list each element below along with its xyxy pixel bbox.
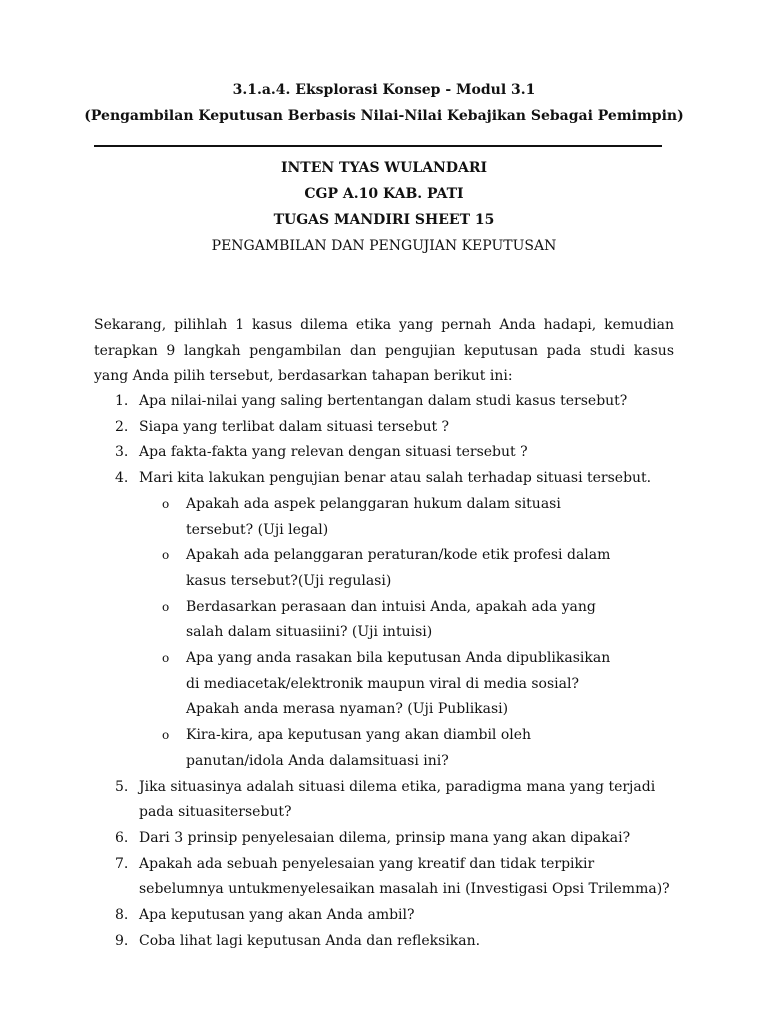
sublist-item-text: Apakah ada aspek pelanggaran hukum dalam situasi tersebut? (Uji legal): [186, 495, 561, 538]
list-item: [94, 929, 674, 955]
list-item-text: Apa nilai-nilai yang saling bertentangan dalam studi kasus tersebut?: [139, 393, 628, 409]
document-title: 3.1.a.4. Eksplorasi Konsep - Modul 3.1: [232, 82, 536, 98]
list-item: [94, 775, 674, 826]
author-group: CGP A.10 KAB. PATI: [304, 186, 464, 202]
sublist-item-text: Kira-kira, apa keputusan yang akan diambil oleh panutan/idola Anda dalamsituasi ini?: [186, 727, 532, 769]
task-title: TUGAS MANDIRI SHEET 15: [273, 212, 495, 228]
sublist-item: [94, 723, 674, 774]
list-item-text: Apa keputusan yang akan Anda ambil?: [139, 907, 415, 924]
list-item-text: Siapa yang terlibat dalam situasi tersebut ?: [139, 418, 450, 435]
list-number: 4.: [115, 470, 129, 487]
list-item-text: Dari 3 prinsip penyelesaian dilema, prinsip mana yang akan dipakai?: [139, 829, 631, 846]
list-number: 9.: [115, 932, 129, 949]
list-item: [94, 903, 674, 929]
list-number: 6.: [115, 829, 129, 846]
list-item-text: Apakah ada sebuah penyelesaian yang kreatif dan tidak terpikir sebelumnya untukmenyelesaikan masalah ini (Investigasi Opsi Trilemma)?: [139, 855, 670, 898]
list-item-text: Jika situasinya adalah situasi dilema etika, paradigma mana yang terjadi pada situasitersebut?: [139, 778, 656, 821]
sublist-item: [94, 492, 674, 543]
list-item-text: Mari kita lakukan pengujian benar atau salah terhadap situasi tersebut.: [139, 470, 652, 487]
list-number: 1.: [115, 393, 129, 409]
sublist-item: [94, 595, 674, 646]
sublist-item: [94, 543, 674, 594]
list-item-text: Apa fakta-fakta yang relevan dengan situasi tersebut ?: [139, 444, 528, 461]
bullet-icon: o: [162, 496, 170, 511]
sublist-item-text: Apakah ada pelanggaran peraturan/kode etik profesi dalam kasus tersebut?(Uji regulasi): [186, 547, 611, 589]
list-number: 7.: [115, 855, 129, 872]
bullet-icon: o: [162, 599, 170, 614]
list-item: [94, 826, 674, 852]
tests-sublist: [139, 492, 674, 775]
document-subtitle: (Pengambilan Keputusan Berbasis Nilai-Nilai Kebajikan Sebagai Pemimpin): [84, 108, 684, 124]
list-number: 8.: [115, 907, 129, 924]
list-item: [94, 440, 674, 466]
author-name: INTEN TYAS WULANDARI: [280, 160, 488, 176]
steps-list: [94, 389, 674, 954]
intro-paragraph: Sekarang, pilihlah 1 kasus dilema etika yang pernah Anda hadapi, kemudian terapkan 9 langkah pengambilan dan pengujian keputusan pada studi kasus yang Anda pilih tersebut, berdasarkan tahapan berikut ini:: [94, 317, 674, 384]
bullet-icon: o: [162, 548, 170, 563]
horizontal-rule: [94, 145, 662, 147]
list-number: 5.: [115, 778, 129, 795]
list-item: [94, 852, 674, 903]
sublist-item-text: Apa yang anda rasakan bila keputusan Anda dipublikasikan di mediacetak/elektronik maupun viral di media sosial? Apakah anda merasa nyaman? (Uji Publikasi): [186, 650, 611, 718]
bullet-icon: o: [162, 651, 170, 666]
list-item: [94, 415, 674, 441]
list-number: 2.: [115, 418, 129, 435]
bullet-icon: o: [162, 728, 170, 743]
sublist-item: [94, 646, 674, 723]
sublist-item-text: Berdasarkan perasaan dan intuisi Anda, apakah ada yang salah dalam situasiini? (Uji intuisi): [186, 598, 596, 641]
list-item-text: Coba lihat lagi keputusan Anda dan refleksikan.: [139, 932, 481, 949]
list-number: 3.: [115, 444, 129, 461]
topic-title: PENGAMBILAN DAN PENGUJIAN KEPUTUSAN: [211, 238, 557, 254]
list-item: [94, 389, 674, 415]
list-item: [94, 466, 674, 774]
